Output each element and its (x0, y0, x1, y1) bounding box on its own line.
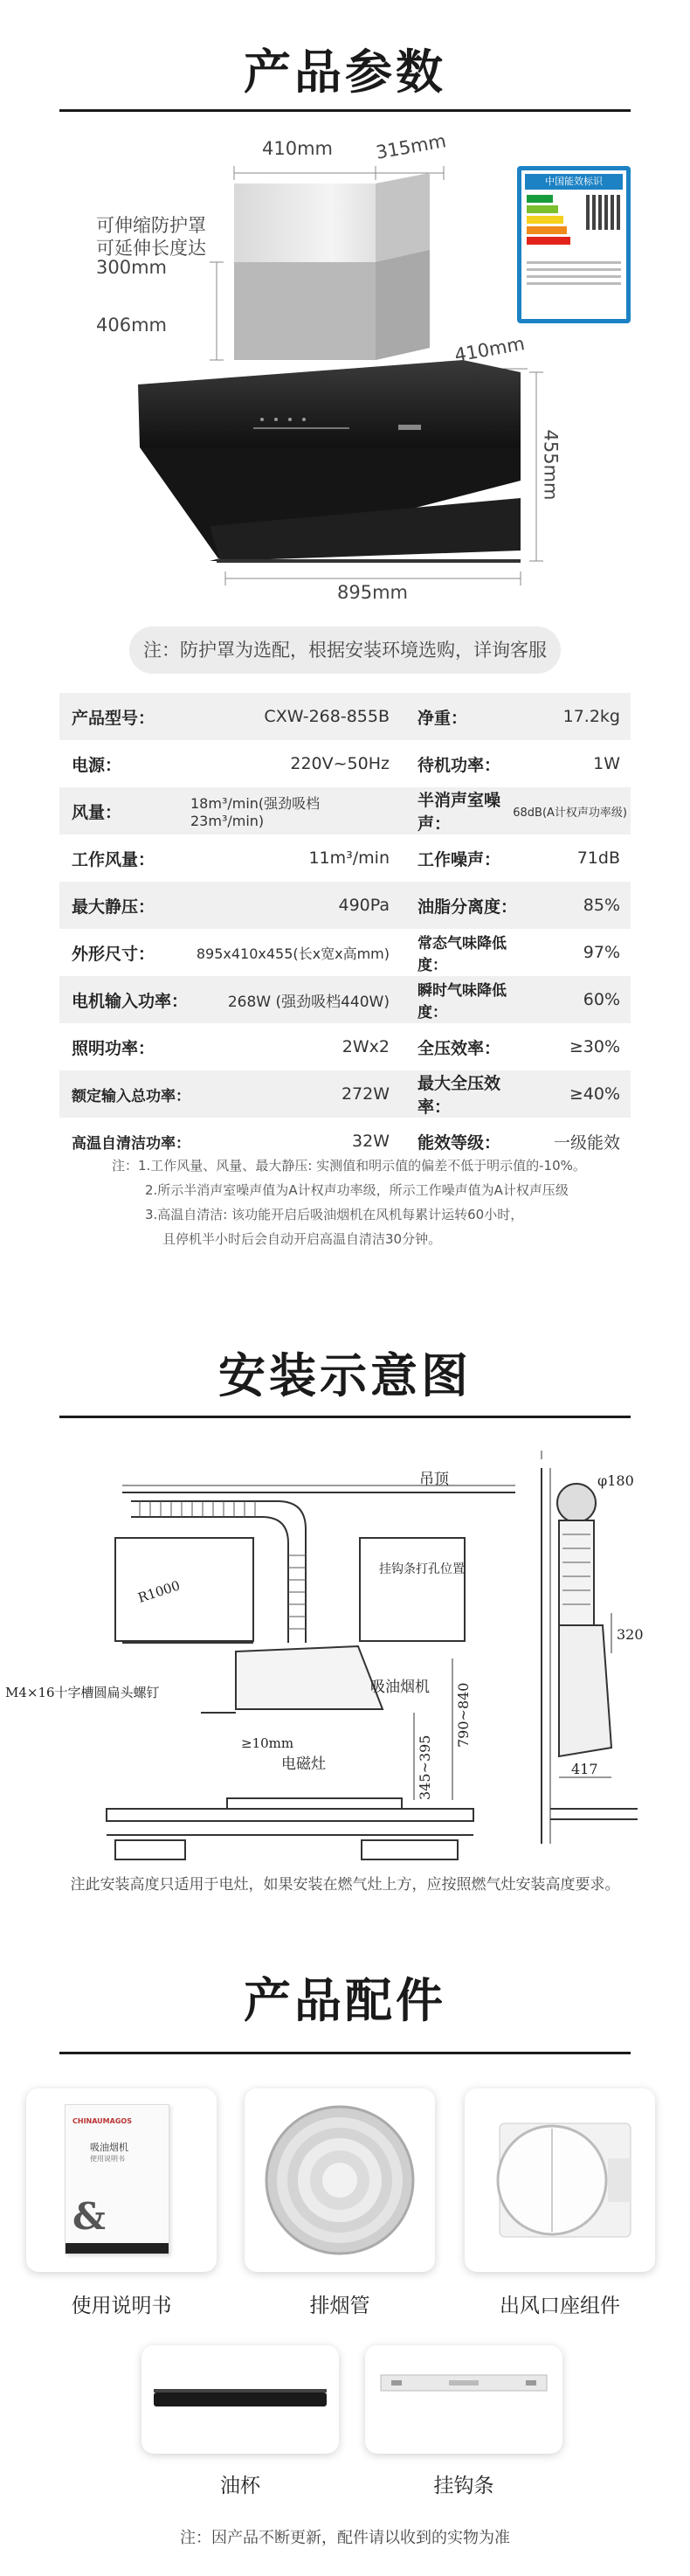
energy-label-details (527, 261, 621, 289)
spec-key: 工作风量： (72, 849, 155, 869)
spec-value: ≥30% (569, 1037, 620, 1056)
accessory-card-outlet (465, 2088, 655, 2272)
install-title-rule (59, 1416, 631, 1418)
params-header (0, 42, 690, 103)
accessory-label-oil-cup: 油杯 (220, 2475, 260, 2497)
label-pipe-diameter: φ180 (597, 1472, 634, 1489)
footnote-line: 且停机半小时后会自动开启高温自清洁30分钟。 (162, 1231, 442, 1247)
spec-value: 17.2kg (562, 707, 620, 726)
dim-top-width: 410mm (262, 138, 333, 159)
accessory-label-duct: 排烟管 (309, 2295, 370, 2317)
dim-body-height: 455mm (540, 429, 562, 501)
spec-key: 待机功率： (417, 755, 501, 775)
dim-chimney-height: 406mm (96, 315, 167, 336)
spec-key: 风量： (72, 802, 122, 822)
spec-value: 11m³/min (308, 848, 390, 868)
energy-label-title: 中国能效标识 (525, 174, 623, 190)
accessories-title: 产品配件 (244, 1973, 446, 2028)
manual-brand: CHINAUMAGOS (72, 2117, 132, 2125)
spec-key: 产品型号： (72, 708, 155, 728)
params-title: 产品参数 (244, 45, 446, 100)
spec-value: 68dB(A计权声功率级) (513, 806, 627, 820)
accessory-card-hook-bar (365, 2345, 562, 2454)
spec-key: 照明功率： (72, 1038, 155, 1058)
dim-extend-length: 300mm (96, 257, 167, 278)
spec-key: 外形尺寸： (72, 944, 155, 964)
duct-icon (245, 2088, 435, 2272)
spec-row (59, 740, 631, 787)
spec-value: 490Pa (338, 896, 390, 915)
guard-note: 注：防护罩为选配，根据安装环境选购，详询客服 (129, 627, 561, 674)
label-side-height: 320 (617, 1626, 644, 1643)
spec-row (59, 1023, 631, 1070)
accessory-label-manual: 使用说明书 (71, 2295, 172, 2317)
hook-bar-icon (365, 2345, 562, 2454)
spec-row (59, 1070, 631, 1118)
spec-key: 能效等级： (417, 1132, 501, 1153)
footnote-line: 3.高温自清洁: 该功能开启后吸油烟机在风机每累计运转60小时， (145, 1207, 524, 1222)
spec-key: 最大全压效率： (417, 1074, 501, 1117)
spec-key: 工作噪声： (417, 849, 501, 869)
label-side-depth: 417 (571, 1761, 598, 1777)
spec-value: 268W (强劲吸档440W) (227, 993, 390, 1011)
label-height-range2: 345~395 (417, 1735, 433, 1800)
spec-value: 895x410x455(长x宽x高mm) (196, 945, 390, 962)
accessory-card-oil-cup (141, 2345, 339, 2454)
spec-key: 额定输入总功率： (72, 1087, 190, 1105)
spec-value: CXW-268-855B (264, 707, 390, 726)
spec-row (59, 693, 631, 740)
spec-table (59, 693, 631, 1165)
footnote-line: 2.所示半消声室噪声值为A计权声功率级，所示工作噪声值为A计权声压级 (145, 1182, 569, 1198)
spec-value: 60% (583, 990, 620, 1009)
spec-key: 油脂分离度： (417, 897, 518, 917)
label-gap: ≥10mm (241, 1735, 294, 1751)
accessories-title-rule (59, 2052, 631, 2054)
spec-key: 电源： (72, 755, 122, 775)
oil-cup-icon (141, 2345, 339, 2454)
spec-key: 最大静压： (72, 897, 155, 917)
spec-value: 2Wx2 (342, 1037, 390, 1056)
spec-row (59, 929, 631, 976)
dim-top-depth: 315mm (374, 130, 448, 163)
label-hood: 吸油烟机 (370, 1679, 430, 1696)
footnote-line: 注：1.工作风量、风量、最大静压: 实测值和明示值的偏差不低于明示值的-10%。 (112, 1158, 586, 1174)
spec-value: 1W (593, 754, 620, 773)
dim-body-width: 895mm (337, 582, 408, 603)
spec-row (59, 834, 631, 882)
install-note: 注此安装高度只适用于电灶，如果安装在燃气灶上方，应按照燃气灶安装高度要求。 (70, 1876, 620, 1894)
outlet-icon (465, 2088, 655, 2272)
label-screw: M4×16十字槽圆扁头螺钉 (5, 1685, 160, 1700)
dim-extend-line2: 可延伸长度达 (96, 238, 206, 259)
accessories-header (0, 1970, 690, 2032)
accessories-note: 注：因产品不断更新，配件请以收到的实物为准 (180, 2529, 510, 2547)
label-hook-position: 挂钩条打孔位置 (379, 1562, 465, 1576)
spec-key: 半消声室噪声： (417, 791, 501, 834)
spec-value: 272W (341, 1084, 390, 1104)
install-diagram (0, 1451, 690, 1861)
manual-subtitle: 使用说明书 (90, 2155, 125, 2163)
spec-key: 全压效率： (417, 1038, 501, 1058)
spec-value: ≥40% (569, 1084, 620, 1104)
manual-booklet (65, 2104, 169, 2254)
spec-key: 瞬时气味降低度： (417, 982, 507, 1021)
spec-value: 85% (583, 896, 620, 915)
accessory-card-duct (245, 2088, 435, 2272)
energy-label-bars (527, 195, 570, 247)
label-bend-radius: R1000 (135, 1577, 183, 1606)
spec-footnotes (112, 1153, 645, 1251)
spec-value: 97% (583, 943, 620, 962)
spec-value: 71dB (576, 848, 620, 868)
spec-row (59, 976, 631, 1023)
spec-key: 高温自清洁功率： (72, 1134, 190, 1153)
spec-key: 电机输入功率： (72, 991, 189, 1011)
spec-key: 常态气味降低度： (417, 935, 507, 974)
spec-row (59, 787, 631, 834)
spec-value: 220V~50Hz (290, 754, 390, 773)
energy-label (517, 166, 631, 323)
dim-body-depth: 410mm (452, 333, 527, 366)
spec-value: 18m³/min(强劲吸档23m³/min) (190, 795, 321, 829)
label-height-range1: 790~840 (455, 1682, 472, 1748)
manual-title: 吸油烟机 (90, 2142, 128, 2153)
spec-value: 32W (352, 1132, 390, 1151)
accessory-label-hook-bar: 挂钩条 (433, 2475, 494, 2497)
hood-illustration (0, 131, 690, 603)
label-stove: 电磁灶 (281, 1755, 326, 1773)
spec-value: 一级能效 (553, 1132, 620, 1153)
label-ceiling: 吊顶 (419, 1471, 449, 1488)
install-header (0, 1346, 690, 1407)
dim-extend-line1: 可伸缩防护罩 (96, 215, 206, 236)
accessory-card-manual (26, 2088, 217, 2272)
install-title: 安装示意图 (218, 1348, 472, 1403)
manual-emblem-icon: & (72, 2195, 106, 2238)
spec-key: 净重： (417, 708, 468, 728)
qr-code-icon (586, 195, 621, 230)
accessory-label-outlet: 出风口座组件 (500, 2295, 620, 2317)
params-title-rule (59, 109, 631, 112)
spec-row (59, 882, 631, 929)
